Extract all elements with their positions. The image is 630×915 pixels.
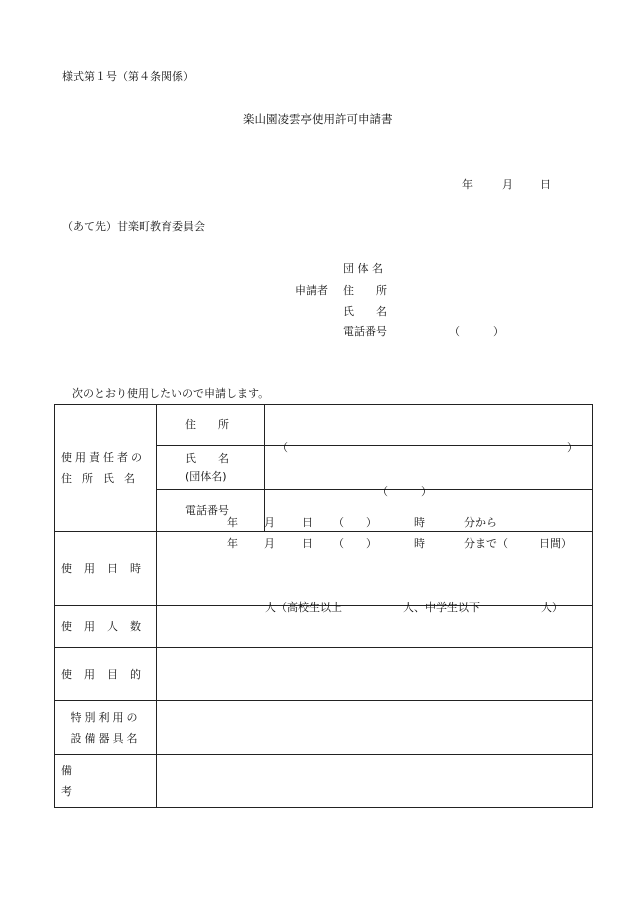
people-row — [55, 606, 593, 648]
people-field[interactable] — [157, 601, 593, 648]
name-open-paren: （ — [277, 441, 288, 454]
application-table — [54, 404, 593, 808]
date-day: 日 — [540, 178, 551, 191]
from-weekday: （ ） — [333, 516, 377, 529]
people-high-school: 人（高校生以上 — [265, 601, 342, 614]
from-year: 年 — [227, 516, 238, 529]
responsible-label-line1: 使用責任者の — [61, 451, 145, 464]
applicant-phone-label: 電話番号 — [343, 325, 387, 338]
applicant-address-label: 住 所 — [343, 284, 387, 297]
equipment-label-line1: 特別利用の — [70, 710, 141, 724]
remarks-field[interactable] — [157, 755, 593, 808]
datetime-field[interactable] — [157, 516, 593, 606]
responsible-address-label: 住 所 — [157, 405, 265, 446]
applicant-phone-parens: （ ） — [449, 325, 504, 338]
from-day: 日 — [302, 516, 313, 529]
responsible-address-field[interactable] — [265, 405, 593, 446]
form-number: 様式第１号（第４条関係） — [62, 70, 194, 83]
applicant-name-label: 氏 名 — [343, 305, 387, 318]
equipment-label-line2: 設備器具名 — [70, 731, 141, 745]
to-days: 日間） — [539, 537, 572, 550]
responsible-phone-parens: （ ） — [377, 485, 432, 498]
to-minute: 分まで（ — [464, 537, 508, 550]
applicant-label: 申請者 — [295, 284, 328, 297]
responsible-group-label: (団体名) — [185, 469, 227, 483]
from-minute: 分から — [464, 516, 497, 529]
document-title: 楽山園凌雲亭使用許可申請書 — [243, 112, 393, 126]
remarks-label: 備 考 — [55, 755, 157, 808]
responsible-phone-field[interactable] — [265, 485, 593, 532]
equipment-label-cell — [55, 701, 157, 755]
name-close-paren: ） — [567, 441, 578, 454]
to-month: 月 — [264, 537, 275, 550]
equipment-row — [55, 701, 593, 755]
from-hour: 時 — [414, 516, 425, 529]
applicant-group-label: 団 体 名 — [343, 262, 383, 275]
date-month: 月 — [502, 178, 513, 191]
responsible-name-label-cell — [157, 446, 265, 490]
purpose-row — [55, 648, 593, 701]
purpose-field[interactable] — [157, 648, 593, 701]
people-end: 人） — [541, 601, 563, 614]
to-day: 日 — [302, 537, 313, 550]
to-year: 年 — [227, 537, 238, 550]
responsible-label-cell — [55, 405, 157, 532]
datetime-row — [55, 532, 593, 606]
people-label: 使用人数 — [55, 606, 157, 648]
responsible-phone-label: 電話番号 — [157, 490, 265, 532]
responsible-address-row — [55, 405, 593, 446]
to-weekday: （ ） — [333, 537, 377, 550]
remarks-row — [55, 755, 593, 808]
addressee: （あて先）甘楽町教育委員会 — [62, 220, 205, 233]
datetime-label: 使用日時 — [55, 532, 157, 606]
date-year: 年 — [462, 178, 473, 191]
intro-text: 次のとおり使用したいので申請します。 — [72, 387, 270, 400]
from-month: 月 — [264, 516, 275, 529]
responsible-label-line2: 住所氏名 — [61, 472, 145, 485]
to-hour: 時 — [414, 537, 425, 550]
people-middle-school: 人、中学生以下 — [403, 601, 480, 614]
purpose-label: 使用目的 — [55, 648, 157, 701]
responsible-name-label: 氏 名 — [185, 451, 229, 465]
equipment-field[interactable] — [157, 701, 593, 755]
